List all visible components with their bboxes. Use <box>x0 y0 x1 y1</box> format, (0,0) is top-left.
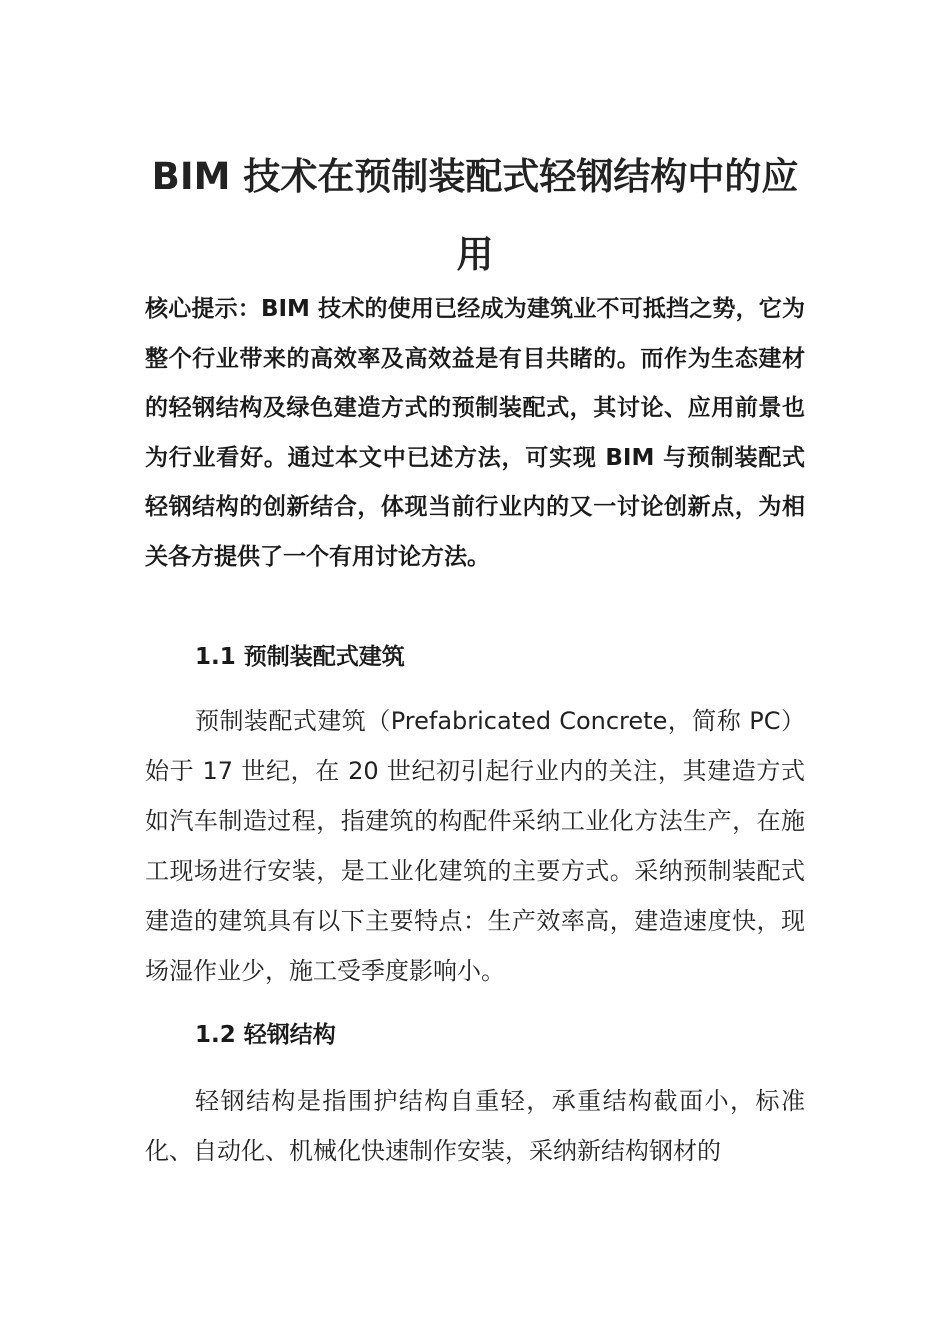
section-heading-light-steel-structure: 1.2 轻钢结构 <box>195 1022 336 1048</box>
section-heading-prefabricated-building: 1.1 预制装配式建筑 <box>195 644 405 670</box>
section-body-light-steel-structure: 轻钢结构是指围护结构自重轻，承重结构截面小，标准化、自动化、机械化快速制作安装，采纳新结构钢材的 <box>145 1087 805 1165</box>
core-summary-paragraph: 核心提示：BIM 技术的使用已经成为建筑业不可抵挡之势，它为整个行业带来的高效率及高效益是有目共睹的。而作为生态建材的轻钢结构及绿色建造方式的预制装配式，其讨论、应用前景也为行业看好。通过本文中已述方法，可实现 BIM 与预制装配式轻钢结构的创新结合，体现当前行业内的又一讨论创新点，为相关各方提供了一个有用讨论方法。 <box>145 296 805 570</box>
document-title: BIM 技术在预制装配式轻钢结构中的应用 <box>151 155 799 276</box>
section-body-prefabricated-building: 预制装配式建筑（Prefabricated Concrete，简称 PC）始于 17 世纪，在 20 世纪初引起行业内的关注，其建造方式如汽车制造过程，指建筑的构配件采纳工业化方法生产，在施工现场进行安装，是工业化建筑的主要方式。采纳预制装配式建造的建筑具有以下主要特点：生产效率高，建造速度快，现场湿作业少，施工受季度影响小。 <box>145 707 805 985</box>
